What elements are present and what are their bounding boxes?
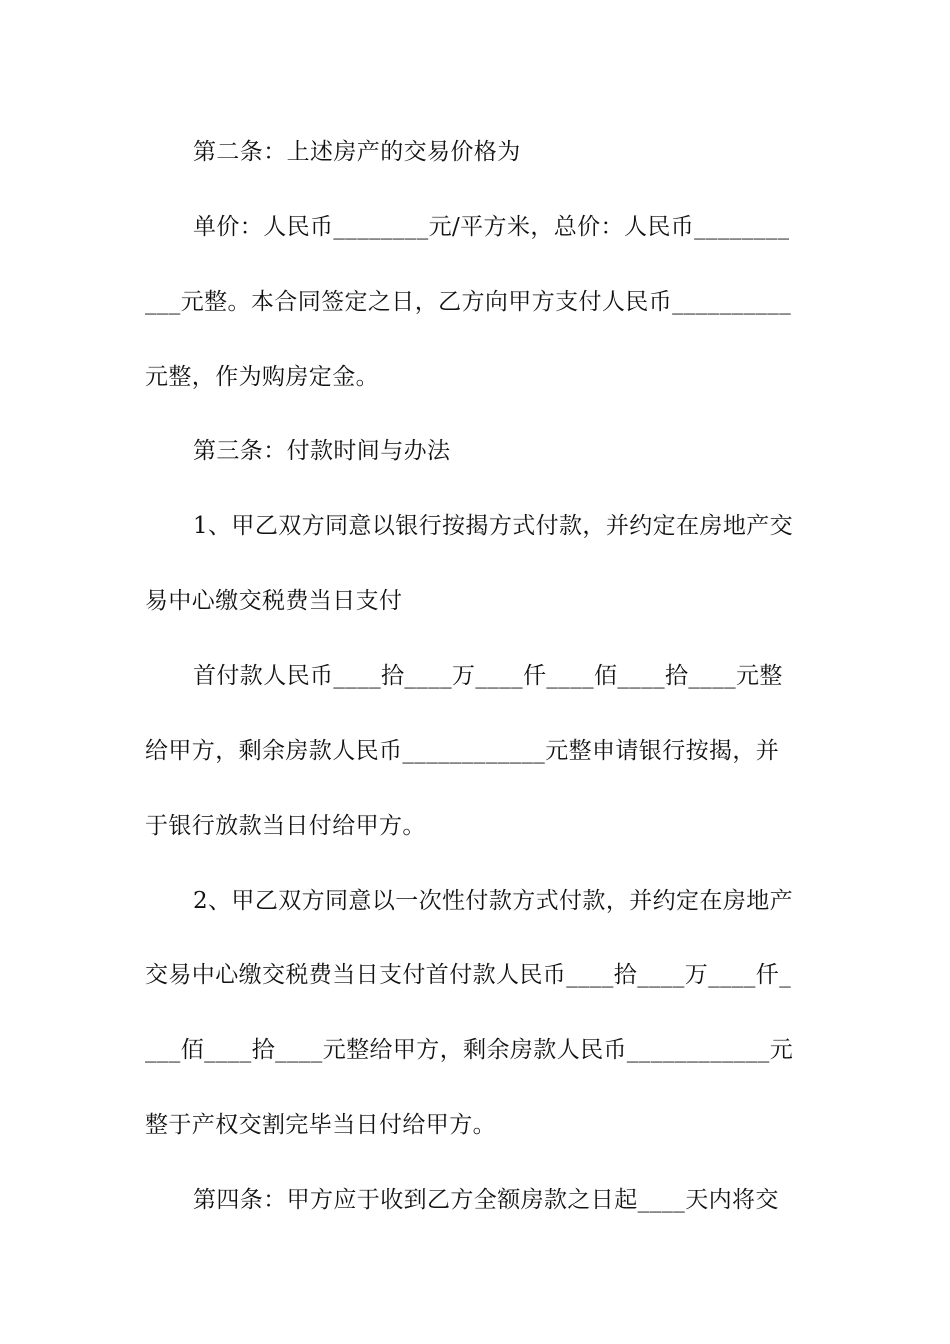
paragraph-line: 给甲方，剩余房款人民币____________元整申请银行按揭，并 — [145, 738, 780, 764]
paragraph-line: 于银行放款当日付给甲方。 — [145, 813, 426, 839]
paragraph-line: ___佰____拾____元整给甲方，剩余房款人民币____________元 — [145, 1037, 794, 1063]
paragraph-line: 单价：人民币________元/平方米，总价：人民币________ — [193, 214, 790, 240]
paragraph-line: 元整，作为购房定金。 — [145, 364, 379, 390]
paragraph-line: 整于产权交割完毕当日付给甲方。 — [145, 1112, 496, 1138]
paragraph-line: 首付款人民币____拾____万____仟____佰____拾____元整 — [193, 663, 783, 689]
article-3-heading: 第三条：付款时间与办法 — [193, 438, 451, 464]
article-4-heading: 第四条：甲方应于收到乙方全额房款之日起____天内将交 — [193, 1187, 779, 1213]
paragraph-line: ___元整。本合同签定之日，乙方向甲方支付人民币__________ — [145, 289, 792, 315]
paragraph-line: 交易中心缴交税费当日支付首付款人民币____拾____万____仟_ — [145, 962, 792, 988]
paragraph-line: 2、甲乙双方同意以一次性付款方式付款，并约定在房地产 — [193, 888, 794, 914]
paragraph-line: 1、甲乙双方同意以银行按揭方式付款，并约定在房地产交 — [193, 513, 794, 539]
paragraph-line: 易中心缴交税费当日支付 — [145, 588, 403, 614]
article-2-heading: 第二条：上述房产的交易价格为 — [193, 139, 521, 165]
